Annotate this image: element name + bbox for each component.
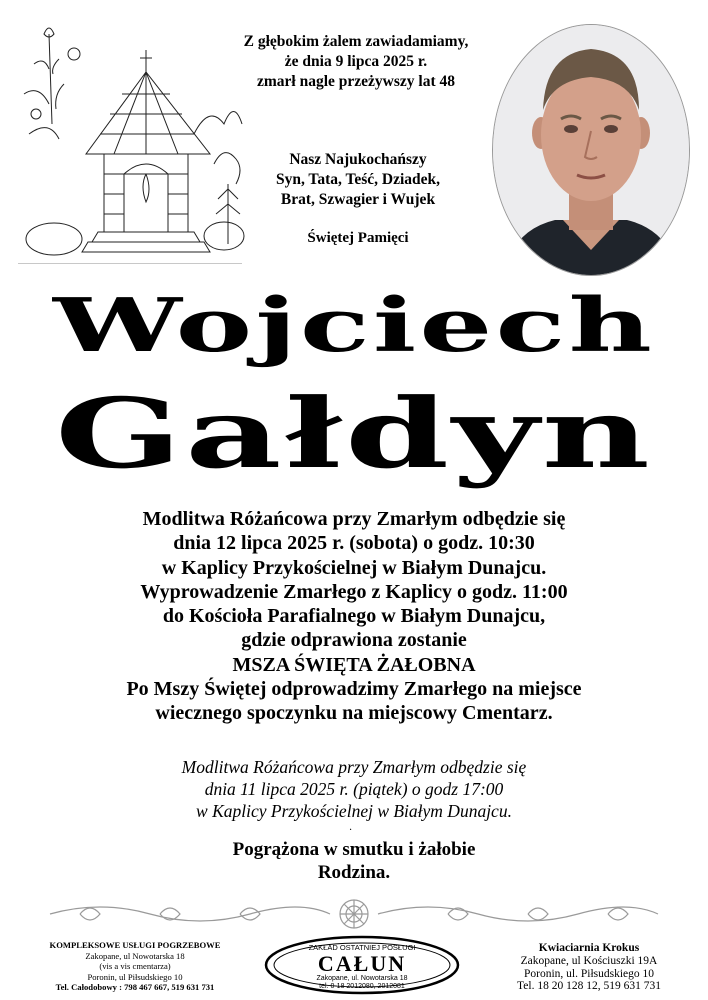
family-line: Brat, Szwagier i Wujek — [280, 191, 436, 208]
mourners-line: Pogrążona w smutku i żałobie — [232, 839, 476, 860]
florist-phone: Tel. 18 20 128 12, 519 631 731 — [517, 980, 661, 993]
funeral-services-address: Zakopane, ul Nowotarska 18 — [85, 950, 185, 961]
funeral-services-info — [16, 940, 254, 993]
logo-name: CAŁUN — [317, 951, 407, 976]
funeral-services-note: (vis a vis cmentarza) — [99, 961, 171, 971]
memory-heading: Świętej Pamięci — [307, 230, 409, 246]
ceremony-line: MSZA ŚWIĘTA ŻAŁOBNA — [232, 653, 476, 676]
ceremony-line: Wyprowadzenie Zmarłego z Kaplicy o godz. 11:00 — [140, 580, 568, 603]
logo-phone: tel. 0-18 2012080, 2012081 — [319, 983, 405, 990]
florist-title: Kwiaciarnia Krokus — [538, 942, 640, 954]
florist-info — [478, 942, 700, 993]
floral-ornament-icon — [40, 892, 668, 936]
funeral-services-phone: Tel. Całodobowy : 798 467 667, 519 631 731 — [55, 982, 215, 992]
deceased-portrait — [492, 24, 690, 276]
florist-address: Zakopane, ul Kościuszki 19A — [520, 954, 658, 967]
funeral-services-address: Poronin, ul Piłsudskiego 10 — [87, 971, 183, 982]
first-name: Wojciech — [53, 283, 655, 369]
logo-top-text: ZAKŁAD OSTATNIEJ POSŁUGI — [308, 943, 416, 952]
intro-line: zmarł nagle przeżywszy lat 48 — [257, 73, 455, 90]
family-line: Nasz Najukochańszy — [289, 151, 427, 168]
vigil-details — [40, 756, 668, 822]
intro-line: że dnia 9 lipca 2025 r. — [284, 53, 428, 70]
family-relations — [258, 150, 458, 210]
ceremony-line: gdzie odprawiona zostanie — [241, 629, 467, 652]
separator-dot: . — [349, 822, 353, 833]
ceremony-line: w Kaplicy Przykościelnej w Białym Dunajcu. — [161, 556, 547, 579]
ceremony-line: Po Mszy Świętej odprowadzimy Zmarłego na miejsce — [126, 678, 582, 701]
calun-logo — [262, 934, 462, 996]
vigil-line: w Kaplicy Przykościelnej w Białym Dunajcu. — [196, 801, 512, 821]
ceremony-line: wiecznego spoczynku na miejscowy Cmentarz. — [155, 702, 553, 725]
mourners — [100, 838, 608, 884]
ceremony-line: Modlitwa Różańcowa przy Zmarłym odbędzie się — [142, 508, 566, 530]
ceremony-details — [20, 507, 688, 726]
intro-line: Z głębokim żalem zawiadamiamy, — [243, 33, 469, 50]
announcement-intro — [236, 32, 476, 92]
funeral-services-title: KOMPLEKSOWE USŁUGI POGRZEBOWE — [49, 940, 221, 950]
mourners-line: Rodzina. — [317, 862, 391, 883]
ceremony-line: dnia 12 lipca 2025 r. (sobota) o godz. 10:30 — [173, 532, 535, 555]
chapel-sketch-icon — [14, 14, 246, 264]
vigil-line: Modlitwa Różańcowa przy Zmarłym odbędzie się — [181, 757, 527, 777]
ceremony-line: do Kościoła Parafialnego w Białym Dunajcu, — [162, 605, 546, 628]
logo-address: Zakopane, ul. Nowotarska 18 — [316, 975, 408, 982]
family-line: Syn, Tata, Teść, Dziadek, — [275, 171, 441, 188]
last-name: Gałdyn — [54, 377, 654, 490]
florist-address: Poronin, ul. Piłsudskiego 10 — [523, 967, 655, 980]
vigil-line: dnia 11 lipca 2025 r. (piątek) o godz 17:00 — [204, 779, 504, 799]
